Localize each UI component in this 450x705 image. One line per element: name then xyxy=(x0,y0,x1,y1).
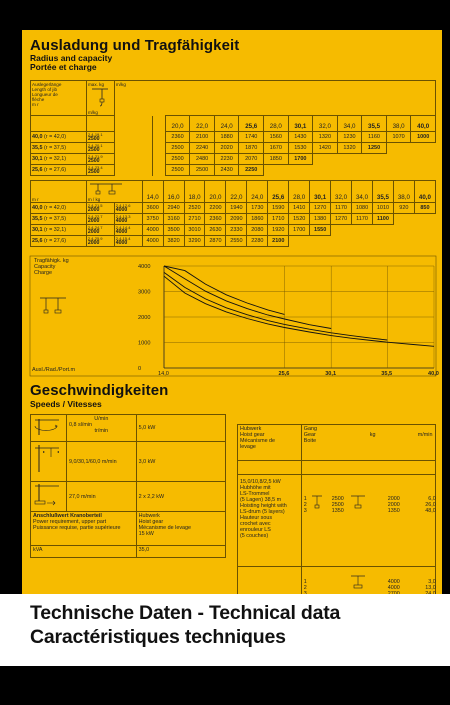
capacity-cell: 1880 xyxy=(214,132,239,143)
table1-header-cell: 30,1 xyxy=(288,116,313,132)
capacity-cell: 3160 xyxy=(163,214,184,225)
travel-crane-icon xyxy=(33,483,61,507)
capacity-cell: 2710 xyxy=(184,214,205,225)
table1-header-cell: 25,6 xyxy=(239,116,264,132)
table1-header-cell: 38,0 xyxy=(386,116,411,132)
section-subtitle-en: Radius and capacity xyxy=(30,53,113,63)
capacity-cell: 2020 xyxy=(214,143,239,154)
capacity-cell: 1170 xyxy=(331,203,352,214)
spacer-cell xyxy=(152,154,165,165)
capacity-cell: 1420 xyxy=(313,143,338,154)
slewing-crane-icon xyxy=(33,416,61,436)
table1-header-cell: 35,5 xyxy=(362,116,387,132)
chart-y-tick: 1000 xyxy=(138,340,151,347)
jib-length-cell: 40,0 (r = 42,0) xyxy=(31,203,87,214)
capacity-cell: 2870 xyxy=(205,236,226,247)
footer-title-1: Technische Daten - Technical data xyxy=(30,602,341,624)
max-load-cell-a: 2,4-25,9 2000 xyxy=(86,236,114,247)
slewing-cell xyxy=(31,415,67,442)
capacity-cell xyxy=(337,154,362,165)
spacer-cell xyxy=(152,132,165,143)
chart-x-tick: 35,5 xyxy=(381,371,393,377)
table2-header-cell: 16,0 xyxy=(163,181,184,203)
capacity-chart xyxy=(30,256,439,377)
capacity-cell xyxy=(264,165,289,176)
table2-header-cell: 40,0 xyxy=(414,181,435,203)
capacity-cell: 1380 xyxy=(310,214,331,225)
chart-crane-icon xyxy=(38,296,68,320)
max-load-cell-b: 2,4-14,4 4000 xyxy=(114,225,142,236)
gear-set-2-speed: 3,0 13,0 xyxy=(425,579,436,591)
section-title-capacity: Ausladung und Tragfähigkeit xyxy=(30,37,240,54)
speeds-left-table xyxy=(30,414,226,558)
spacer-cell xyxy=(114,165,152,176)
slewing-speed: U/min 0,8 sl/min tr/min xyxy=(66,415,136,442)
chart-x-tick: 14,0 xyxy=(158,371,169,377)
capacity-cell: 2230 xyxy=(214,154,239,165)
capacity-cell: 1270 xyxy=(331,214,352,225)
capacity-chart-svg xyxy=(30,256,439,377)
chart-series-line-2 xyxy=(164,272,387,340)
capacity-cell: 2250 xyxy=(239,165,264,176)
chart-y-tick: 4000 xyxy=(138,264,151,270)
chart-series-line-3 xyxy=(164,266,331,329)
m-kg-label: m / kg xyxy=(86,181,142,203)
table-row xyxy=(31,203,436,214)
spacer-cell xyxy=(114,132,152,143)
table2-header-cell: 25,6 xyxy=(268,181,289,203)
hook-icon-single xyxy=(311,495,323,513)
capacity-cell: 1560 xyxy=(264,132,289,143)
jib-length-cell: 30,1 (r = 32,1) xyxy=(31,225,87,236)
max-load-cell-a: 2,4-21,5 2000 xyxy=(86,203,114,214)
table-row xyxy=(31,225,436,236)
capacity-cell xyxy=(352,236,373,247)
gear-header: Gang Gear Boite kg m/min xyxy=(301,425,435,461)
capacity-cell: 2280 xyxy=(247,236,268,247)
capacity-cell: 2430 xyxy=(214,165,239,176)
crane-hook-icon xyxy=(88,87,112,109)
capacity-cell xyxy=(313,165,338,176)
capacity-cell: 1100 xyxy=(372,214,393,225)
capacity-cell: 2480 xyxy=(190,154,215,165)
chart-xlabel: Ausl./Rad./Port.m xyxy=(32,367,76,373)
footer-title-2: Caractéristiques techniques xyxy=(30,626,286,648)
capacity-cell: 2070 xyxy=(239,154,264,165)
capacity-cell: 2500 xyxy=(165,143,190,154)
table1-header-cell: 40,0 xyxy=(411,116,436,132)
capacity-cell: 2360 xyxy=(205,214,226,225)
capacity-cell: 2500 xyxy=(165,154,190,165)
table-row xyxy=(31,236,436,247)
datasheet-panel xyxy=(22,30,442,594)
footer-band xyxy=(0,594,450,666)
capacity-cell xyxy=(362,165,387,176)
capacity-cell xyxy=(331,225,352,236)
chart-x-tick: 40,0 xyxy=(428,371,439,377)
kva-label: kVA xyxy=(31,546,137,558)
capacity-cell: 1730 xyxy=(247,203,268,214)
jib-length-cell: 25,6 (r = 27,6) xyxy=(31,165,87,176)
kva-value: 35,0 xyxy=(136,546,225,558)
capacity-cell: 1170 xyxy=(352,214,373,225)
capacity-cell: 2100 xyxy=(190,132,215,143)
capacity-cell xyxy=(288,165,313,176)
capacity-cell: 1670 xyxy=(264,143,289,154)
jib-length-cell: 30,1 (r = 32,1) xyxy=(31,154,87,165)
jib-length-cell: 35,5 (r = 37,5) xyxy=(31,214,87,225)
table2-header-cell: 35,5 xyxy=(372,181,393,203)
capacity-cell: 1320 xyxy=(337,143,362,154)
table2-header-cell: 32,0 xyxy=(331,181,352,203)
capacity-cell xyxy=(393,236,414,247)
capacity-cell: 3290 xyxy=(184,236,205,247)
travel-power: 2 x 2,2 kW xyxy=(136,482,225,512)
spacer-cell xyxy=(152,165,165,176)
table1-header-cell: 22,0 xyxy=(190,116,215,132)
table2-header-cell: 22,0 xyxy=(226,181,247,203)
capacity-cell xyxy=(386,154,411,165)
capacity-cell xyxy=(331,236,352,247)
capacity-cell: 1320 xyxy=(313,132,338,143)
capacity-cell xyxy=(393,214,414,225)
capacity-table-1 xyxy=(30,80,436,176)
hook-icon-large xyxy=(350,575,366,593)
table2-header-cell: 28,0 xyxy=(289,181,310,203)
hoist-gear-power: Hubwerk Hoist gear Mécanisme de levage 15 kW xyxy=(136,512,225,546)
max-load-cell: 2,4-21,9 2500 xyxy=(86,154,114,165)
capacity-cell: 2550 xyxy=(226,236,247,247)
table2-header-cell: 38,0 xyxy=(393,181,414,203)
capacity-cell: 1230 xyxy=(337,132,362,143)
chart-y-tick: 3000 xyxy=(138,289,151,296)
table2-header-cell: 14,0 xyxy=(142,181,163,203)
gear-set-2-kg: 4000 4000 xyxy=(387,579,400,591)
capacity-cell: 1550 xyxy=(310,225,331,236)
capacity-cell xyxy=(362,154,387,165)
slewing-power: 5,0 kW xyxy=(136,415,225,442)
capacity-cell xyxy=(352,225,373,236)
chart-x-tick: 30,1 xyxy=(325,371,337,377)
capacity-cell: 1940 xyxy=(226,203,247,214)
table1-header-cell: 34,0 xyxy=(337,116,362,132)
section-subtitle-speeds: Speeds / Vitesses xyxy=(30,399,102,409)
max-load-cell-b: 2,4-13,3 4000 xyxy=(114,214,142,225)
table2-header-cell: 24,0 xyxy=(247,181,268,203)
capacity-cell: 1520 xyxy=(289,214,310,225)
capacity-cell: 1250 xyxy=(362,143,387,154)
capacity-cell: 2500 xyxy=(165,165,190,176)
max-load-cell-a: 2,4-24,7 2000 xyxy=(86,225,114,236)
capacity-cell: 2500 xyxy=(190,165,215,176)
capacity-cell: 1430 xyxy=(288,132,313,143)
trolley-crane-icon xyxy=(33,443,61,473)
table2-header-cell: 18,0 xyxy=(184,181,205,203)
jib-length-label: Auslegerlänge Length of jib Longueur de flèche m r xyxy=(31,81,87,116)
capacity-cell xyxy=(414,214,435,225)
capacity-cell: 2080 xyxy=(247,225,268,236)
gear-set-2: 1 2 xyxy=(303,579,307,591)
connected-load-label: Anschlußwert Kranoberteil Power requirement, upper part Puissance requise, partie supérieure xyxy=(31,512,137,546)
capacity-cell xyxy=(411,165,436,176)
capacity-cell: 3010 xyxy=(184,225,205,236)
jib-length-cell: 40,0 (r = 42,0) xyxy=(31,132,87,143)
table1-header-cell: 28,0 xyxy=(264,116,289,132)
jib-length-cell: 25,6 (r = 27,6) xyxy=(31,236,87,247)
chart-ylabel: Tragfähigk. kg Capacity Charge xyxy=(34,258,69,276)
capacity-cell xyxy=(414,225,435,236)
capacity-cell: 1700 xyxy=(288,154,313,165)
capacity-cell: 4000 xyxy=(142,236,163,247)
chart-x-tick: 25,6 xyxy=(278,371,290,377)
capacity-cell xyxy=(372,236,393,247)
hoist-gear-values xyxy=(301,475,435,567)
chart-y-tick: 0 xyxy=(138,366,142,372)
table-row xyxy=(31,214,436,225)
capacity-cell: 1410 xyxy=(289,203,310,214)
chart-series-line-1 xyxy=(164,276,434,346)
capacity-cell: 2360 xyxy=(165,132,190,143)
gear-set-1-kg-b: 2000 2000 1350 xyxy=(387,496,400,514)
capacity-cell: 1010 xyxy=(372,203,393,214)
table2-header-cell: 20,0 xyxy=(205,181,226,203)
spacer-cell xyxy=(152,143,165,154)
capacity-cell: 2630 xyxy=(205,225,226,236)
m-r-label: m r xyxy=(31,181,87,203)
spacer-cell xyxy=(114,154,152,165)
hoist-description: 15,0/10,8/2,5 kW Hubhöhe mit LS-Trommel (5 Lagen) 38,5 m Hoisting height with LS-drum (5 layers) Hauteur sous crochet avec enrouleur LS (5 couches) xyxy=(238,475,302,567)
capacity-cell: 920 xyxy=(393,203,414,214)
max-load-cell-b: 2,4-15,4 4000 xyxy=(114,236,142,247)
section-subtitle-fr: Portée et charge xyxy=(30,62,97,72)
capacity-cell xyxy=(386,143,411,154)
capacity-cell: 1870 xyxy=(239,143,264,154)
section-title-speeds: Geschwindigkeiten xyxy=(30,382,169,399)
capacity-cell: 1160 xyxy=(362,132,387,143)
table1-header-cell: 32,0 xyxy=(313,116,338,132)
chart-frame xyxy=(30,256,436,376)
capacity-cell xyxy=(411,154,436,165)
double-hook-icon xyxy=(88,183,124,196)
table-row xyxy=(31,143,436,154)
max-load-cell: 2,4-23,4 2500 xyxy=(86,165,114,176)
capacity-cell: 2090 xyxy=(226,214,247,225)
gear-set-1-kg-a: 2500 2500 1350 xyxy=(331,496,344,514)
capacity-cell: 2520 xyxy=(184,203,205,214)
chart-y-tick: 2000 xyxy=(138,315,151,321)
capacity-cell xyxy=(337,165,362,176)
capacity-cell xyxy=(386,165,411,176)
trolley-cell xyxy=(31,442,67,482)
capacity-cell: 2240 xyxy=(190,143,215,154)
capacity-cell: 1530 xyxy=(288,143,313,154)
capacity-cell: 1590 xyxy=(268,203,289,214)
capacity-cell xyxy=(372,225,393,236)
table-row xyxy=(31,154,436,165)
table1-header-cell: 20,0 xyxy=(165,116,190,132)
capacity-cell: 3820 xyxy=(163,236,184,247)
gear-set-1-speed: 6,0 26,0 48,0 xyxy=(425,496,436,514)
table-row xyxy=(31,132,436,143)
capacity-cell: 3750 xyxy=(142,214,163,225)
capacity-cell: 1700 xyxy=(289,225,310,236)
trolley-power: 3,0 kW xyxy=(136,442,225,482)
capacity-cell: 1860 xyxy=(247,214,268,225)
max-load-cell-a: 2,4-22,7 2000 xyxy=(86,214,114,225)
spacer-cell xyxy=(114,143,152,154)
table2-header-cell: 30,1 xyxy=(310,181,331,203)
capacity-cell: 4000 xyxy=(142,225,163,236)
travel-speed: 27,0 m/min xyxy=(66,482,136,512)
capacity-cell: 3600 xyxy=(142,203,163,214)
capacity-cell: 850 xyxy=(414,203,435,214)
hook-icon-double xyxy=(350,495,366,513)
capacity-cell: 3500 xyxy=(163,225,184,236)
travel-cell xyxy=(31,482,67,512)
gear-set-1: 1 2 3 xyxy=(303,496,307,514)
capacity-cell: 1070 xyxy=(386,132,411,143)
capacity-cell: 1000 xyxy=(411,132,436,143)
capacity-cell: 1850 xyxy=(264,154,289,165)
capacity-cell xyxy=(411,143,436,154)
table1-header-cell: 24,0 xyxy=(214,116,239,132)
table-row xyxy=(31,165,436,176)
capacity-cell xyxy=(310,236,331,247)
capacity-cell: 1740 xyxy=(239,132,264,143)
capacity-table-2 xyxy=(30,180,436,247)
speeds-right-table xyxy=(237,424,436,607)
table2-header-cell: 34,0 xyxy=(352,181,373,203)
max-load-cell: 2,4-20,1 2500 xyxy=(86,143,114,154)
hoist-header: Hubwerk Hoist gear Mécanisme de levage xyxy=(238,425,302,461)
capacity-cell: 1920 xyxy=(268,225,289,236)
max-load-cell-b: 2,4-12,6 4000 xyxy=(114,203,142,214)
capacity-cell: 2200 xyxy=(205,203,226,214)
capacity-cell xyxy=(414,236,435,247)
trolley-speed: 9,0/30,1/60,0 m/min xyxy=(66,442,136,482)
capacity-cell: 2940 xyxy=(163,203,184,214)
max-load-cell: 2,4-19,1 2500 xyxy=(86,132,114,143)
capacity-cell: 1710 xyxy=(268,214,289,225)
capacity-cell: 2100 xyxy=(268,236,289,247)
capacity-cell xyxy=(393,225,414,236)
capacity-cell xyxy=(289,236,310,247)
capacity-cell xyxy=(313,154,338,165)
capacity-cell: 1270 xyxy=(310,203,331,214)
m-kg-header: m/kg xyxy=(114,81,435,116)
max-kg-cell: max. kg m/kg xyxy=(86,81,114,116)
capacity-cell: 2330 xyxy=(226,225,247,236)
jib-length-cell: 35,5 (r = 37,5) xyxy=(31,143,87,154)
capacity-cell: 1080 xyxy=(352,203,373,214)
